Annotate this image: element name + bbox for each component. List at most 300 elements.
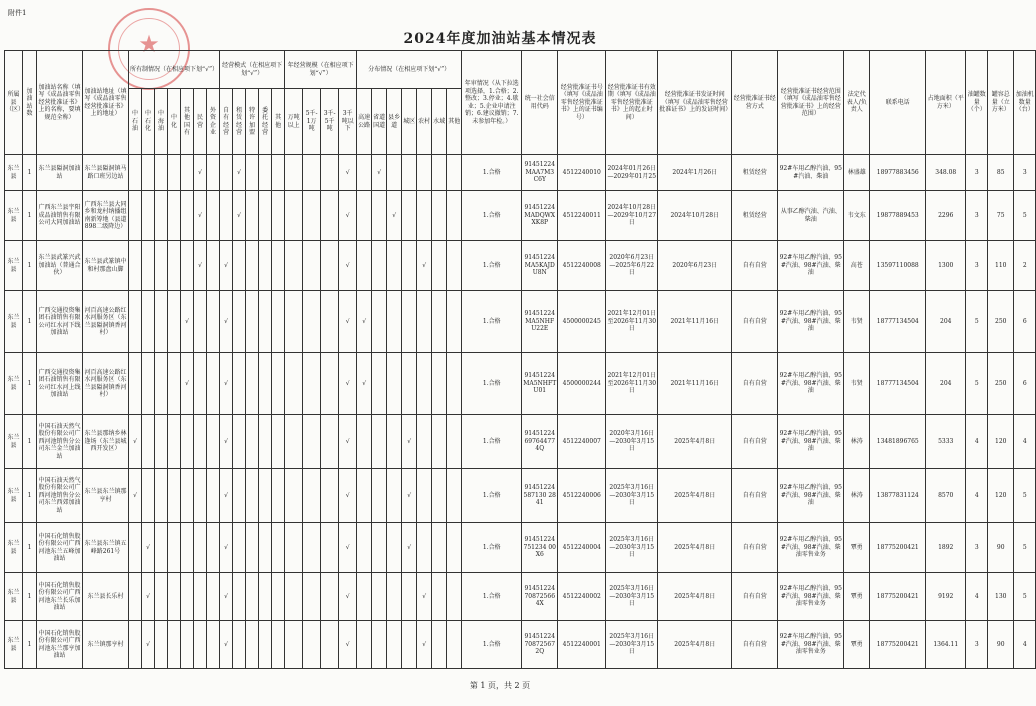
cell-ownership-5 [194, 353, 207, 415]
cell-vol: 90 [988, 621, 1014, 669]
cell-valid: 2025年3月16日—2030年3月15日 [606, 621, 658, 669]
cell-scale-0 [285, 291, 303, 353]
cell-method: 租赁经营 [732, 191, 778, 241]
header-volume: 罐容总量（立方米） [988, 51, 1014, 155]
cell-nozzles: 2 [1014, 241, 1036, 291]
cell-count: 1 [23, 621, 37, 669]
cell-size: 1892 [926, 523, 966, 573]
cell-vol: 120 [988, 415, 1014, 469]
cell-dist-2 [387, 291, 402, 353]
subheader-dist-6: 其他 [447, 89, 462, 155]
cell-ownership-5 [194, 469, 207, 523]
cell-size: 1364.11 [926, 621, 966, 669]
cell-ownership-1: √ [142, 523, 155, 573]
cell-mode-4 [272, 291, 285, 353]
cell-ownership-4: √ [181, 291, 194, 353]
cell-area: 东兰县 [5, 523, 23, 573]
cell-dist-2 [387, 621, 402, 669]
cell-count: 1 [23, 523, 37, 573]
cell-ownership-4 [181, 415, 194, 469]
cell-vol: 130 [988, 573, 1014, 621]
cell-mode-4 [272, 523, 285, 573]
cell-valid: 2024年01月26日—2029年01月25 [606, 155, 658, 191]
cell-dist-5 [432, 155, 447, 191]
cell-scale-2 [321, 241, 339, 291]
cell-mode-1 [233, 291, 246, 353]
cell-dist-6 [447, 291, 462, 353]
cell-dist-1 [372, 523, 387, 573]
annex-label: 附件1 [8, 9, 27, 17]
cell-scale-3: √ [339, 241, 357, 291]
cell-name: 中国石油天然气股份有限公司广西河池销售分公司东兰金兰加油站 [37, 415, 83, 469]
cell-ownership-3 [168, 523, 181, 573]
cell-ownership-2 [155, 573, 168, 621]
cell-mode-1 [233, 523, 246, 573]
cell-person: 韦文东 [844, 191, 870, 241]
cell-dist-0 [357, 621, 372, 669]
cell-mode-0: √ [220, 353, 233, 415]
cell-credit: 91451224MADQWXXK8P [522, 191, 558, 241]
cell-dist-3 [402, 353, 417, 415]
cell-scale-2 [321, 573, 339, 621]
table-row [5, 155, 1036, 191]
cell-method: 租赁经营 [732, 155, 778, 191]
cell-ownership-3 [168, 353, 181, 415]
header-valid: 经营批准证书有效期（填写《成品油零售经营批准证书》上的起止时间） [606, 51, 658, 155]
cell-address: 东兰县隘洞镇马路口班另边站 [83, 155, 129, 191]
cell-credit: 91451224708725672Q [522, 621, 558, 669]
subheader-ownership-5: 民营 [194, 89, 207, 155]
cell-nozzles: 6 [1014, 291, 1036, 353]
cell-ownership-6 [207, 523, 220, 573]
cell-area: 东兰县 [5, 191, 23, 241]
cell-valid: 2025年3月16日—2030年3月15日 [606, 523, 658, 573]
cell-mode-0: √ [220, 241, 233, 291]
cell-scale-0 [285, 353, 303, 415]
cell-ownership-0 [129, 155, 142, 191]
cell-ownership-3 [168, 241, 181, 291]
cell-dist-0 [357, 469, 372, 523]
cell-mode-3 [259, 241, 272, 291]
cell-ownership-2 [155, 353, 168, 415]
cell-ownership-5 [194, 573, 207, 621]
cell-tanks: 4 [966, 573, 988, 621]
cell-scale-0 [285, 415, 303, 469]
cell-mode-3 [259, 621, 272, 669]
cell-mode-2 [246, 155, 259, 191]
cell-address: 东兰镇那亨村 [83, 621, 129, 669]
cell-count: 1 [23, 155, 37, 191]
cell-review: 1.合格 [462, 573, 522, 621]
cell-name: 东兰县隘洞加油站 [37, 155, 83, 191]
cell-ownership-0: √ [129, 415, 142, 469]
cell-area: 东兰县 [5, 155, 23, 191]
cell-mode-0: √ [220, 291, 233, 353]
cell-scale-3: √ [339, 155, 357, 191]
cell-mode-3 [259, 415, 272, 469]
cell-nozzles: 4 [1014, 621, 1036, 669]
cell-issue: 2021年11月16日 [658, 291, 732, 353]
cell-dist-6 [447, 155, 462, 191]
cell-mode-2 [246, 523, 259, 573]
cell-ownership-3 [168, 291, 181, 353]
cell-dist-0 [357, 241, 372, 291]
cell-ownership-0 [129, 353, 142, 415]
cell-dist-5 [432, 523, 447, 573]
cell-mode-0: √ [220, 573, 233, 621]
cell-scale-3: √ [339, 469, 357, 523]
cell-ownership-6 [207, 573, 220, 621]
cell-mode-3 [259, 523, 272, 573]
cell-mode-2 [246, 415, 259, 469]
cell-count: 1 [23, 415, 37, 469]
cell-ownership-6 [207, 155, 220, 191]
cell-mode-0 [220, 191, 233, 241]
cell-scope: 92#车用乙醇汽油、95#汽油、98#汽油、柴油零售业务 [778, 523, 844, 573]
subheader-mode-0: 自有经营 [220, 89, 233, 155]
cell-ownership-0 [129, 241, 142, 291]
cell-method: 自有自营 [732, 291, 778, 353]
cell-mode-4 [272, 241, 285, 291]
subheader-ownership-3: 中化 [168, 89, 181, 155]
cell-address: 东兰县长乐村 [83, 573, 129, 621]
cell-ownership-6 [207, 291, 220, 353]
cell-dist-1 [372, 191, 387, 241]
cell-phone: 18977883456 [870, 155, 926, 191]
header-area-size: 占地面积（平方米） [926, 51, 966, 155]
cell-ownership-5 [194, 415, 207, 469]
cell-count: 1 [23, 469, 37, 523]
cell-dist-1 [372, 415, 387, 469]
cell-issue: 2025年4月8日 [658, 469, 732, 523]
cell-cert: 4512240007 [558, 415, 606, 469]
table-row [5, 573, 1036, 621]
cell-ownership-4 [181, 241, 194, 291]
header-cert-no: 经营批准证书号（填写《成品油零售经营批准证书》上的证书编号） [558, 51, 606, 155]
cell-scale-2 [321, 523, 339, 573]
subheader-scale-3: 3千吨以下 [339, 89, 357, 155]
header-method: 经营批准证书经营方式 [732, 51, 778, 155]
page-footer: 第 1 页，共 2 页 [469, 681, 531, 690]
subheader-dist-1: 省道国道 [372, 89, 387, 155]
cell-cert: 4512240004 [558, 523, 606, 573]
cell-dist-0 [357, 573, 372, 621]
cell-nozzles: 3 [1014, 155, 1036, 191]
cell-address: 东兰县武篆镇中和村那盘山脚 [83, 241, 129, 291]
cell-method: 自有自营 [732, 621, 778, 669]
cell-dist-0 [357, 523, 372, 573]
cell-dist-4: √ [417, 621, 432, 669]
cell-mode-4 [272, 353, 285, 415]
cell-dist-4 [417, 191, 432, 241]
table-row [5, 191, 1036, 241]
cell-ownership-4 [181, 523, 194, 573]
table-row [5, 353, 1036, 415]
cell-review: 1.合格 [462, 621, 522, 669]
header-ownership: 所有制情况（在相应项下划“√”） [129, 51, 220, 89]
cell-ownership-6 [207, 621, 220, 669]
cell-dist-6 [447, 573, 462, 621]
cell-address: 广西东兰县大同乡和龙村纳播组南新筹地（县道898二级降边） [83, 191, 129, 241]
cell-scale-1 [303, 241, 321, 291]
cell-area: 东兰县 [5, 621, 23, 669]
cell-count: 1 [23, 291, 37, 353]
cell-review: 1.合格 [462, 353, 522, 415]
cell-scope: 92#车用乙醇汽油、95#汽油、98#汽油、柴油零售业务 [778, 621, 844, 669]
cell-phone: 13597110088 [870, 241, 926, 291]
cell-credit: 91451224MAA7M3C6Y [522, 155, 558, 191]
cell-count: 1 [23, 573, 37, 621]
cell-mode-0: √ [220, 621, 233, 669]
cell-dist-1 [372, 621, 387, 669]
cell-ownership-6 [207, 353, 220, 415]
cell-ownership-0 [129, 621, 142, 669]
cell-vol: 85 [988, 155, 1014, 191]
header-person: 法定代表人/负责人 [844, 51, 870, 155]
cell-dist-2 [387, 573, 402, 621]
cell-scale-2 [321, 415, 339, 469]
cell-ownership-3 [168, 573, 181, 621]
cell-dist-3 [402, 241, 417, 291]
cell-cert: 4512240010 [558, 155, 606, 191]
cell-dist-4 [417, 291, 432, 353]
cell-review: 1.合格 [462, 241, 522, 291]
cell-name: 中国石化销售股份有限公司广西河池东兰长乐加油站 [37, 573, 83, 621]
cell-dist-5 [432, 469, 447, 523]
cell-ownership-3 [168, 155, 181, 191]
cell-dist-4 [417, 415, 432, 469]
cell-dist-4 [417, 353, 432, 415]
cell-ownership-0 [129, 573, 142, 621]
cell-dist-4 [417, 523, 432, 573]
subheader-dist-4: 农村 [417, 89, 432, 155]
header-scope: 经营批准证书经营范围（填写《成品油零售经营批准证书》上的经营范围） [778, 51, 844, 155]
cell-dist-1 [372, 291, 387, 353]
cell-nozzles: 5 [1014, 191, 1036, 241]
cell-person: 林盛雄 [844, 155, 870, 191]
cell-mode-1 [233, 573, 246, 621]
cell-name: 东兰县武篆兴武加油站（普通合伙） [37, 241, 83, 291]
cell-size: 348.08 [926, 155, 966, 191]
cell-dist-5 [432, 353, 447, 415]
cell-dist-3: √ [402, 523, 417, 573]
cell-scale-2 [321, 291, 339, 353]
cell-count: 1 [23, 353, 37, 415]
cell-scale-1 [303, 523, 321, 573]
cell-mode-3 [259, 469, 272, 523]
cell-valid: 2020年3月16日—2030年3月15日 [606, 415, 658, 469]
cell-cert: 4512240001 [558, 621, 606, 669]
cell-scale-0 [285, 241, 303, 291]
cell-person: 林涛 [844, 469, 870, 523]
cell-dist-6 [447, 415, 462, 469]
cell-cert: 4512240011 [558, 191, 606, 241]
cell-dist-3: √ [402, 469, 417, 523]
cell-issue: 2020年6月23日 [658, 241, 732, 291]
subheader-scale-2: 3千-5千吨 [321, 89, 339, 155]
cell-dist-6 [447, 241, 462, 291]
cell-area: 东兰县 [5, 353, 23, 415]
cell-person: 覃勇 [844, 621, 870, 669]
cell-scale-1 [303, 415, 321, 469]
header-area: 所属县（区） [5, 51, 23, 155]
cell-vol: 250 [988, 291, 1014, 353]
cell-scale-1 [303, 469, 321, 523]
cell-scale-3: √ [339, 621, 357, 669]
cell-ownership-2 [155, 291, 168, 353]
cell-credit: 91451224587130 2841 [522, 469, 558, 523]
cell-dist-5 [432, 291, 447, 353]
cell-ownership-5 [194, 621, 207, 669]
cell-dist-3 [402, 191, 417, 241]
cell-mode-1 [233, 241, 246, 291]
header-address: 加油站地址（填写《成品油零售经营批准证书》上的地址） [83, 51, 129, 155]
cell-tanks: 3 [966, 155, 988, 191]
cell-dist-2 [387, 241, 402, 291]
subheader-ownership-4: 其他国有 [181, 89, 194, 155]
cell-dist-6 [447, 469, 462, 523]
table-row [5, 621, 1036, 669]
cell-ownership-1 [142, 291, 155, 353]
cell-mode-2 [246, 573, 259, 621]
cell-method: 自有自营 [732, 415, 778, 469]
subheader-scale-0: 万吨以上 [285, 89, 303, 155]
cell-ownership-4 [181, 469, 194, 523]
header-mode: 经营模式（在相应项下划“√”） [220, 51, 285, 89]
cell-review: 1.合格 [462, 191, 522, 241]
cell-credit: 91451224MA5NHFU22E [522, 291, 558, 353]
cell-ownership-5 [194, 523, 207, 573]
cell-dist-5 [432, 415, 447, 469]
cell-mode-4 [272, 573, 285, 621]
cell-dist-5 [432, 621, 447, 669]
cell-valid: 2024年10月28日—2029年10月27日 [606, 191, 658, 241]
cell-area: 东兰县 [5, 469, 23, 523]
cell-dist-5 [432, 241, 447, 291]
cell-phone: 18775200421 [870, 573, 926, 621]
cell-nozzles: 4 [1014, 415, 1036, 469]
cell-vol: 75 [988, 191, 1014, 241]
cell-ownership-2 [155, 191, 168, 241]
cell-ownership-3 [168, 621, 181, 669]
cell-area: 东兰县 [5, 573, 23, 621]
cell-phone: 13481896765 [870, 415, 926, 469]
cell-review: 1.合格 [462, 291, 522, 353]
cell-dist-2 [387, 523, 402, 573]
cell-dist-2 [387, 155, 402, 191]
cell-vol: 120 [988, 469, 1014, 523]
cell-ownership-2 [155, 155, 168, 191]
cell-dist-3: √ [402, 415, 417, 469]
cell-mode-4 [272, 191, 285, 241]
cell-person: 覃勇 [844, 523, 870, 573]
cell-dist-6 [447, 621, 462, 669]
cell-ownership-5: √ [194, 155, 207, 191]
cell-review: 1.合格 [462, 523, 522, 573]
cell-issue: 2024年1月26日 [658, 155, 732, 191]
cell-valid: 2021年12月01日至2026年11月30日 [606, 353, 658, 415]
cell-ownership-1 [142, 415, 155, 469]
cell-dist-6 [447, 191, 462, 241]
cell-ownership-4 [181, 573, 194, 621]
cell-ownership-4 [181, 621, 194, 669]
cell-dist-5 [432, 573, 447, 621]
cell-dist-0 [357, 415, 372, 469]
cell-scale-3: √ [339, 415, 357, 469]
cell-address: 河百高速公路红水河服务区（东兰县隘洞镇香河村） [83, 353, 129, 415]
cell-name: 广西东兰县宇阳成品油销售有限公司大同加油站 [37, 191, 83, 241]
cell-scale-0 [285, 469, 303, 523]
cell-mode-3 [259, 155, 272, 191]
cell-mode-0: √ [220, 415, 233, 469]
cell-mode-1 [233, 353, 246, 415]
subheader-dist-3: 城区 [402, 89, 417, 155]
cell-scope: 92#车用乙醇汽油、95#汽油、98#汽油、柴油 [778, 415, 844, 469]
subheader-ownership-0: 中石油 [129, 89, 142, 155]
cell-phone: 18775200421 [870, 523, 926, 573]
cell-scale-1 [303, 191, 321, 241]
table-row [5, 291, 1036, 353]
header-review: 年审情况（从下拉选项选择，1.合格；2.整改；3.停业；4.歇业；5.企业申请注销；6.建议撤销；7.未参加年检。） [462, 51, 522, 155]
subheader-mode-1: 租赁经营 [233, 89, 246, 155]
cell-scale-3: √ [339, 191, 357, 241]
cell-scale-0 [285, 621, 303, 669]
cell-vol: 90 [988, 523, 1014, 573]
cell-dist-4: √ [417, 241, 432, 291]
cell-area: 东兰县 [5, 241, 23, 291]
cell-valid: 2025年3月16日—2030年3月15日 [606, 469, 658, 523]
cell-scope: 92#车用乙醇汽油、95#汽油、98#汽油、柴油 [778, 241, 844, 291]
cell-ownership-5 [194, 291, 207, 353]
cell-mode-2 [246, 241, 259, 291]
cell-ownership-4 [181, 191, 194, 241]
cell-tanks: 3 [966, 191, 988, 241]
cell-ownership-3 [168, 415, 181, 469]
cell-ownership-6 [207, 415, 220, 469]
cell-mode-3 [259, 191, 272, 241]
cell-person: 高苍 [844, 241, 870, 291]
cell-mode-1 [233, 415, 246, 469]
cell-mode-3 [259, 353, 272, 415]
cell-dist-0 [357, 155, 372, 191]
cell-person: 林涛 [844, 415, 870, 469]
cell-size: 2296 [926, 191, 966, 241]
cell-dist-4 [417, 469, 432, 523]
cell-dist-3 [402, 291, 417, 353]
cell-vol: 250 [988, 353, 1014, 415]
cell-method: 自有自营 [732, 469, 778, 523]
cell-dist-1 [372, 241, 387, 291]
cell-dist-1 [372, 353, 387, 415]
cell-ownership-1 [142, 353, 155, 415]
cell-tanks: 3 [966, 523, 988, 573]
header-distribution: 分布情况（在相应项下划“√”） [357, 51, 462, 89]
cell-scope: 92#车用乙醇汽油、95#汽油、98#汽油、柴油 [778, 291, 844, 353]
cell-ownership-1: √ [142, 573, 155, 621]
cell-ownership-2 [155, 241, 168, 291]
cell-dist-0: √ [357, 291, 372, 353]
cell-address: 东兰县东兰镇五峰路261号 [83, 523, 129, 573]
cell-name: 中国石化销售股份有限公司广西河池东兰那亨加油站 [37, 621, 83, 669]
subheader-scale-1: 5千-1万吨 [303, 89, 321, 155]
cell-count: 1 [23, 241, 37, 291]
cell-ownership-1 [142, 191, 155, 241]
cell-phone: 19877889453 [870, 191, 926, 241]
cell-phone: 18777134504 [870, 353, 926, 415]
cell-cert: 4512240008 [558, 241, 606, 291]
cell-credit: 91451224MA5KAJDU8N [522, 241, 558, 291]
cell-ownership-2 [155, 621, 168, 669]
